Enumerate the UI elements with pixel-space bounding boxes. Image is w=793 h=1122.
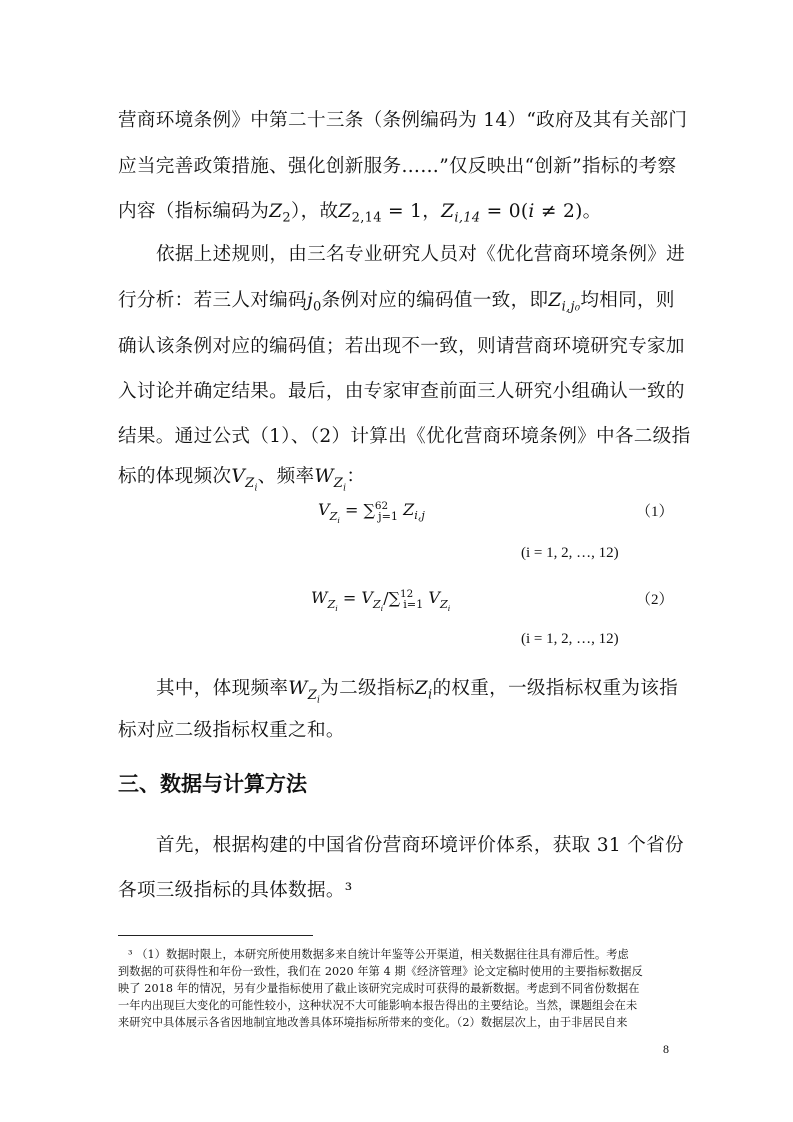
formula-1: $V_{Z_i} = \sum^{62}_{j=1}$ $Z_{i,j}$ <box>318 500 425 525</box>
formula-2: $W_{Z_i} = V_{Z_i}/\sum^{12}_{i=1}$ $V_{Z_i}$ <box>311 588 451 613</box>
paragraph-line <box>156 674 678 705</box>
section-heading: 三、数据与计算方法 <box>118 772 307 796</box>
inline-math-line: 内容（指标编码为$Z_2$），故$Z_{2,14} = 1$，$Z_{i,14} = 0(i \ne 2)$。 <box>118 201 602 226</box>
footnote-line: 一年内出现巨大变化的可能性较小，这种状况不大可能影响本报告得出的主要结论。当然，课题组会在未 <box>118 999 638 1012</box>
inline-math-line: 行分析：若三人对编码$j_0$条例对应的编码值一致，即$Z_{i,j_0}$均相同，则 <box>118 290 675 315</box>
paragraph-line: 首先，根据构建的中国省份营商环境评价体系，获取 31 个省份 <box>156 835 684 856</box>
paragraph-line: 营商环境条例》中第二十三条（条例编码为 14）“政府及其有关部门 <box>118 110 688 131</box>
paragraph-line: 应当完善政策措施、强化创新服务……”仅反映出“创新”指标的考察 <box>118 156 677 177</box>
footnote-line: 来研究中具体展示各省因地制宜地改善具体环境指标所带来的变化。（2）数据层次上，由于非居民自来 <box>118 1016 628 1029</box>
paragraph-line: 标对应二级指标权重之和。 <box>118 720 345 741</box>
paragraph-line <box>118 286 675 315</box>
paragraph-line: 入讨论并确定结果。最后，由专家审查前面三人研究小组确认一致的 <box>118 381 685 402</box>
formula-number: （2） <box>636 592 674 608</box>
footnote-line: ³ （1）数据时限上，本研究所使用数据多来自统计年鉴等公开渠道，相关数据往往具有滞后性。考虑 <box>128 948 629 961</box>
paragraph-line <box>118 197 602 226</box>
page-number: 8 <box>663 1042 669 1056</box>
formula-range: (i = 1, 2, …, 12) <box>521 631 619 647</box>
paragraph-line: 各项三级指标的具体数据。³ <box>118 880 353 901</box>
inline-math-line: 标的体现频次$V_{Z_i}$、频率$W_{Z_i}$： <box>118 466 366 494</box>
paragraph-line: 确认该条例对应的编码值；若出现不一致，则请营商环境研究专家加 <box>118 336 685 357</box>
footnote-line: 映了 2018 年的情况，另有少量指标使用了截止该研究完成时可获得的最新数据。考虑到不同省份数据在 <box>118 982 640 995</box>
formula-number: （1） <box>636 504 674 520</box>
paragraph-line: 依据上述规则，由三名专业研究人员对《优化营商环境条例》进 <box>156 244 686 265</box>
paragraph-line: 结果。通过公式（1）、（2）计算出《优化营商环境条例》中各二级指 <box>118 426 691 447</box>
footnote-line: 到数据的可获得性和年份一致性，我们在 2020 年第 4 期《经济管理》论文定稿时使用的主要指标数据反 <box>118 965 643 978</box>
footnote-divider <box>118 935 313 936</box>
inline-math-line: 其中，体现频率$W_{Z_i}$为二级指标$Z_i$的权重，一级指标权重为该指 <box>156 678 679 706</box>
paragraph-line <box>118 462 365 493</box>
formula-range: (i = 1, 2, …, 12) <box>521 545 619 561</box>
